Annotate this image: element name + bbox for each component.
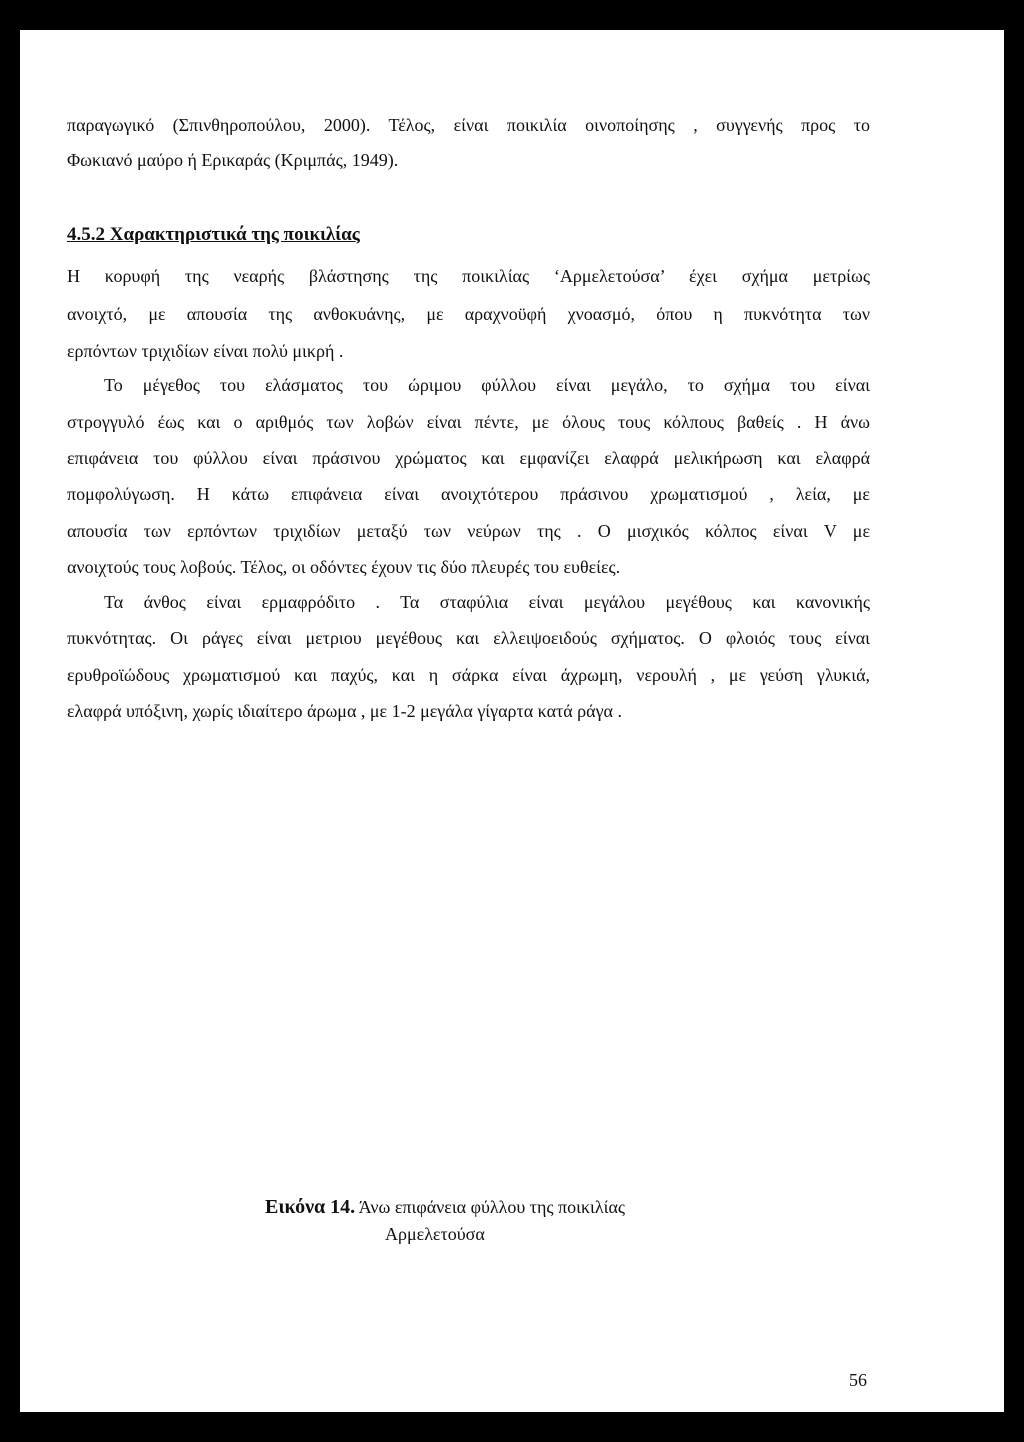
p2-line-6: ανοιχτούς τους λοβούς. Τέλος, οι οδόντες έχουν τις δύο πλευρές του ευθείες.	[67, 557, 621, 577]
p3-line-1: Τα άνθος είναι ερμαφρόδιτο . Τα σταφύλια είναι μεγάλου μεγέθους και κανονικής	[104, 592, 870, 612]
p3-line-3: ερυθροϊώδους χρωματισμού και παχύς, και η σάρκα είναι άχρωμη, νερουλή , με γεύση γλυκιά,	[67, 665, 870, 685]
p3-line-4: ελαφρά υπόξινη, χωρίς ιδιαίτερο άρωμα , με 1-2 μεγάλα γίγαρτα κατά ράγα .	[67, 701, 622, 721]
intro-line-2: Φωκιανό μαύρο ή Ερικαράς (Κριμπάς, 1949).	[67, 150, 399, 170]
p2-line-2: στρογγυλό έως και ο αριθμός των λοβών είναι πέντε, με όλους τους κόλπους βαθείς . Η άνω	[67, 412, 870, 432]
p2-line-3: επιφάνεια του φύλλου είναι πράσινου χρώματος και εμφανίζει ελαφρά μελικήρωση και ελαφρά	[67, 448, 870, 468]
p1-line-1: Η κορυφή της νεαρής βλάστησης της ποικιλίας ‘Αρμελετούσα’ έχει σχήμα μετρίως	[67, 266, 870, 286]
page-number: 56	[849, 1370, 867, 1390]
intro-line-1: παραγωγικό (Σπινθηροπούλου, 2000). Τέλος, είναι ποικιλία οινοποίησης , συγγενής προς το	[67, 115, 870, 135]
figure-caption-line-2: Αρμελετούσα	[385, 1224, 485, 1244]
figure-caption	[265, 1196, 625, 1219]
p3-line-2: πυκνότητας. Οι ράγες είναι μετριου μεγέθους και ελλειψοειδούς σχήματος. Ο φλοιός τους είναι	[67, 628, 870, 648]
section-heading: 4.5.2 Χαρακτηριστικά της ποικιλίας	[67, 224, 360, 245]
p2-line-1: Το μέγεθος του ελάσματος του ώριμου φύλλου είναι μεγάλο, το σχήμα του είναι	[104, 375, 870, 395]
p2-line-4: πομφολύγωση. Η κάτω επιφάνεια είναι ανοιχτότερου πράσινου χρωματισμού , λεία, με	[67, 484, 870, 504]
figure-label: Εικόνα 14.	[265, 1196, 356, 1218]
p2-line-5: απουσία των ερπόντων τριχιδίων μεταξύ των νεύρων της . Ο μισχικός κόλπος είναι V με	[67, 521, 870, 541]
p1-line-2: ανοιχτό, με απουσία της ανθοκυάνης, με αραχνοϋφή χνοασμό, όπου η πυκνότητα των	[67, 304, 870, 324]
figure-caption-text: Άνω επιφάνεια φύλλου της ποικιλίας	[355, 1197, 626, 1217]
p1-line-3: ερπόντων τριχιδίων είναι πολύ μικρή .	[67, 341, 344, 361]
